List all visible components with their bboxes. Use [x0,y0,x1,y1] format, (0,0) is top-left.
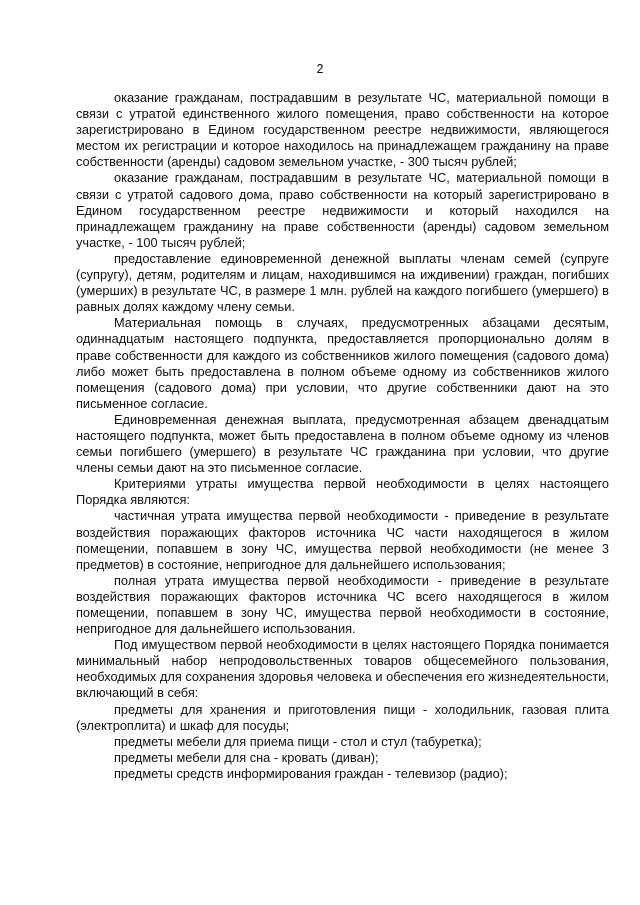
paragraph-3: предоставление единовременной денежной выплаты членам семей (супруге (супругу), детям, родителям и лицам, находившимся на иждивении) граждан, погибших (умерших) в результате ЧС, в размере 1 млн. рублей на каждого погибшего (умершего) в равных долях каждому члену семьи. [76,250,609,315]
paragraph-1: оказание гражданам, пострадавшим в результате ЧС, материальной помощи в связи с утратой единственного жилого помещения, право собственности на которое зарегистрировано в Едином государственном реестре недвижимости, являющегося местом их регистрации и которое находилось на принадлежащем гражданину на праве собственности (аренды) садовом земельном участке, - 300 тысяч рублей; [76,90,609,170]
paragraph-2: оказание гражданам, пострадавшим в результате ЧС, материальной помощи в связи с утратой садового дома, право собственности на который зарегистрировано в Едином государственном реестре недвижимости и который находился на принадлежащем гражданину на праве собственности (аренды) садовом земельном участке, - 100 тысяч рублей; [76,170,609,250]
paragraph-5: Единовременная денежная выплата, предусмотренная абзацем двенадцатым настоящего подпункта, может быть предоставлена в полном объеме одному из членов семьи погибшего (умершего) в результате ЧС гражданина при условии, что другие члены семьи дают на это письменное согласие. [76,411,609,476]
paragraph-7: частичная утрата имущества первой необходимости - приведение в результате воздействия поражающих факторов источника ЧС части находящегося в жилом помещении, попавшем в зону ЧС, имущества первой необходимости (не менее 3 предметов) в состояние, непригодное для дальнейшего использования; [76,508,609,572]
paragraph-13: предметы средств информирования граждан - телевизор (радио); [114,765,508,781]
paragraph-10: предметы для хранения и приготовления пищи - холодильник, газовая плита (электроплита) и шкаф для посуды; [76,701,609,733]
paragraph-6: Критериями утраты имущества первой необходимости в целях настоящего Порядка являются: [76,476,609,508]
paragraph-12: предметы мебели для сна - кровать (диван); [114,749,379,765]
paragraph-4: Материальная помощь в случаях, предусмотренных абзацами десятым, одиннадцатым настоящего подпункта, предоставляется пропорционально долям в праве собственности для каждого из собственников жилого помещения (садового дома) либо может быть предоставлена в полном объеме одному из собственников жилого помещения (садового дома) при условии, что другие собственники дают на это письменное согласие. [76,315,609,411]
document-body [76,90,609,782]
paragraph-8: полная утрата имущества первой необходимости - приведение в результате воздействия поражающих факторов источника ЧС всего находящегося в жилом помещении, попавшем в зону ЧС, имущества первой необходимости в состояние, непригодное для дальнейшего использования. [76,572,609,637]
page-number: 2 [316,62,324,76]
paragraph-11: предметы мебели для приема пищи - стол и стул (табуретка); [114,733,482,749]
paragraph-9: Под имуществом первой необходимости в целях настоящего Порядка понимается минимальный набор непродовольственных товаров общесемейного пользования, необходимых для сохранения здоровья человека и обеспечения его жизнедеятельности, включающий в себя: [76,637,609,701]
